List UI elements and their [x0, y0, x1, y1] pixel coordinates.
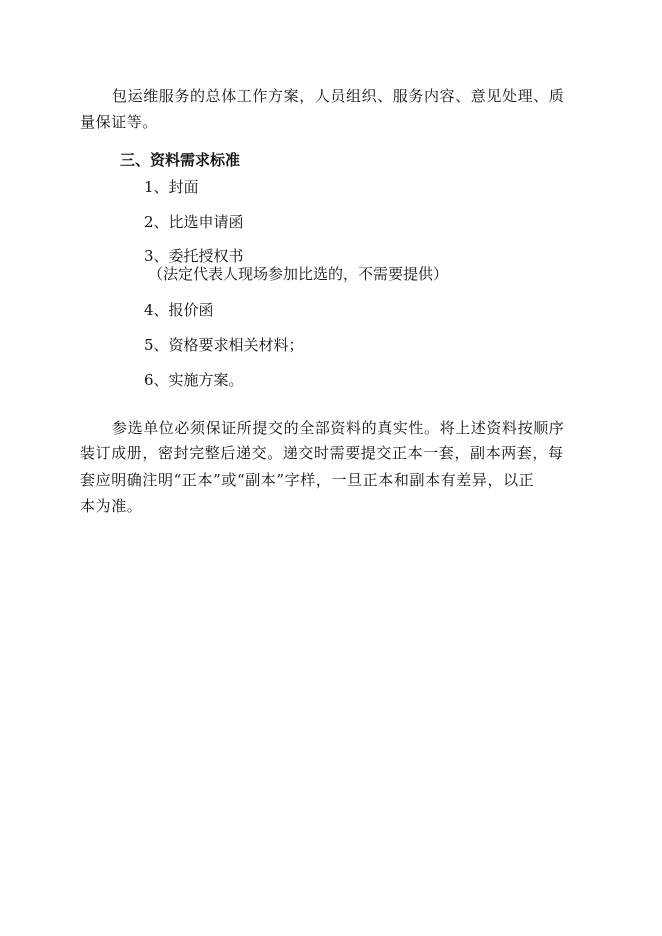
list-item-1: 1、封面 — [144, 178, 199, 196]
section-heading: 三、资料需求标准 — [120, 151, 241, 169]
list-item-3: 3、委托授权书 — [144, 247, 244, 265]
list-item-6: 6、实施方案。 — [144, 371, 244, 389]
intro-line-1: 包运维服务的总体工作方案，人员组织、服务内容、意见处理、质 — [112, 87, 565, 105]
list-item-5: 5、资格要求相关材料； — [144, 336, 304, 354]
intro-line-2: 量保证等。 — [80, 113, 159, 131]
closing-line-3: 套应明确注明“正本”或“副本”字样，一旦正本和副本有差异，以正 — [80, 471, 535, 489]
closing-line-4: 本为准。 — [80, 497, 143, 515]
list-item-2: 2、比选申请函 — [144, 213, 244, 231]
list-item-3-note: （法定代表人现场参加比选的，不需要提供） — [148, 265, 449, 283]
list-item-4: 4、报价函 — [144, 301, 214, 319]
closing-line-2: 装订成册，密封完整后递交。递交时需要提交正本一套，副本两套，每 — [80, 444, 564, 462]
closing-line-1: 参选单位必须保证所提交的全部资料的真实性。将上述资料按顺序 — [112, 419, 565, 437]
